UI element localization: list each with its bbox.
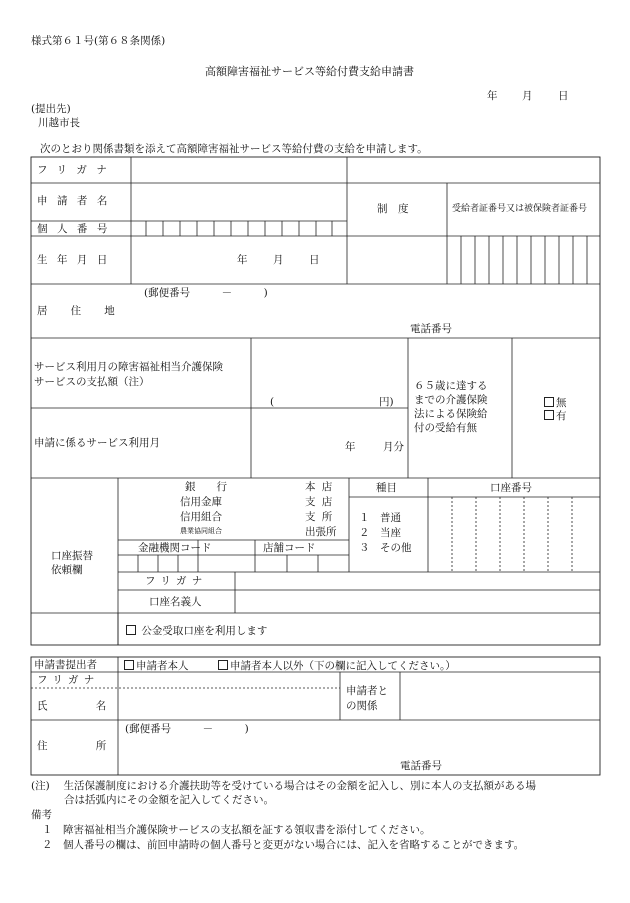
paid-amount-label-1: サービス利用月の障害福祉相当介護保険 — [34, 361, 223, 373]
public-account-option[interactable] — [126, 625, 267, 637]
bank-code-field[interactable] — [119, 556, 197, 571]
age65-none-text: 無 — [556, 397, 567, 409]
branch-shisho: 支所 — [305, 511, 339, 523]
birth-day-label: 日 — [309, 254, 320, 266]
birth-year-label: 年 — [237, 254, 248, 266]
submitter-address-field[interactable] — [119, 737, 597, 757]
bank-section-label-2: 依頼欄 — [51, 564, 83, 576]
submitter-furigana-field[interactable] — [119, 673, 339, 687]
submitter-phone-label: 電話番号 — [400, 760, 442, 772]
remarks-heading: 備考 — [31, 809, 52, 821]
account-number-field[interactable] — [429, 498, 599, 571]
note-1: (注) 生活保護制度における介護扶助等を受けている場合はその金額を記入し、別に本人の支払額がある場 — [31, 780, 537, 792]
account-type-header: 種目 — [376, 482, 397, 494]
paid-amount-open: ( — [270, 396, 275, 408]
remark-2: ２ 個人番号の欄は、前回申請時の個人番号と変更がない場合には、記入を省略することができます。 — [42, 839, 525, 851]
submitter-name-label: 氏名 — [37, 700, 155, 712]
date-month-label: 月 — [522, 90, 533, 102]
relation-label-2: の関係 — [346, 700, 378, 712]
holder-name-field[interactable] — [236, 591, 598, 612]
birthdate-field[interactable] — [132, 237, 346, 283]
note-2: 合は括弧内にその金額を記入してください。 — [64, 794, 274, 806]
furigana-field[interactable] — [132, 158, 346, 182]
age65-yes-text: 有 — [556, 410, 567, 422]
inst-bank: 銀 行 — [185, 481, 227, 493]
age65-yes-checkbox[interactable] — [544, 410, 554, 420]
birthdate-label: 生年月日 — [37, 254, 117, 266]
paid-amount-label-2: サービスの支払額（注） — [34, 376, 150, 388]
age65-option-yes[interactable] — [544, 410, 567, 422]
submitter-postal: (郵便番号 － ) — [125, 723, 249, 735]
submitter-self-checkbox[interactable] — [124, 660, 134, 670]
seido-field[interactable] — [348, 237, 446, 283]
recipient-number-label: 受給者証番号又は被保険者証番号 — [452, 204, 588, 214]
applicant-name-field[interactable] — [132, 184, 346, 220]
form-number: 様式第６１号(第６８条関係) — [31, 35, 166, 47]
holder-furigana-field[interactable] — [236, 573, 598, 589]
mynumber-field[interactable] — [132, 222, 346, 235]
account-type-2[interactable]: ２ 当座 — [359, 527, 401, 539]
age65-label-3: 法による保険給 — [414, 408, 488, 420]
submitter-name-field[interactable] — [119, 689, 339, 719]
age65-none-checkbox[interactable] — [544, 397, 554, 407]
account-type-1[interactable]: １ 普通 — [359, 512, 401, 524]
age65-label-4: 付の受給有無 — [414, 422, 477, 434]
submitter-address-label: 住所 — [37, 740, 155, 752]
bank-name-field[interactable] — [120, 480, 178, 538]
submitter-option-other[interactable] — [218, 660, 456, 672]
seido-label: 制 度 — [377, 203, 409, 215]
form-title: 高額障害福祉サービス等給付費支給申請書 — [205, 65, 414, 78]
address-phone-label: 電話番号 — [410, 323, 452, 335]
branch-shiten: 支店 — [305, 496, 339, 508]
submitter-label: 申請書提出者 — [34, 659, 97, 671]
relation-field[interactable] — [401, 673, 599, 719]
submit-to: 川越市長 — [38, 117, 80, 129]
date-year-label: 年 — [487, 90, 498, 102]
submitter-furigana-label: フリガナ — [37, 674, 100, 686]
inst-shinkumi: 信用組合 — [180, 511, 222, 523]
age65-label-2: までの介護保険 — [414, 394, 488, 406]
holder-furigana-label: フリガナ — [145, 575, 208, 587]
branch-name-field[interactable] — [238, 480, 300, 538]
furigana-label: フリガナ — [37, 164, 117, 176]
birth-month-label: 月 — [273, 254, 284, 266]
service-month-unit: 月分 — [383, 441, 404, 453]
inst-shinkin: 信用金庫 — [180, 496, 222, 508]
paid-amount-yen: 円) — [379, 396, 394, 408]
bank-code-label: 金融機関コード — [138, 542, 212, 554]
public-account-checkbox[interactable] — [126, 625, 136, 635]
address-label: 居住地 — [37, 305, 138, 317]
remark-1: １ 障害福祉相当介護保険サービスの支払額を証する領収書を添付してください。 — [42, 824, 431, 836]
submitter-option-self[interactable] — [124, 660, 189, 672]
recipient-number-field[interactable] — [448, 237, 599, 283]
address-postal: (郵便番号 － ) — [144, 287, 268, 299]
service-month-year: 年 — [345, 441, 356, 453]
inst-nokyo: 農業協同組合 — [180, 527, 222, 535]
submitter-self-text: 申請者本人 — [136, 660, 189, 672]
applicant-name-label: 申請者名 — [37, 195, 117, 207]
submit-to-label: (提出先) — [31, 103, 71, 115]
branch-code-field[interactable] — [256, 556, 348, 571]
branch-honten: 本店 — [305, 481, 339, 493]
age65-option-none[interactable] — [544, 397, 567, 409]
bank-section-label-1: 口座振替 — [51, 550, 93, 562]
branch-code-label: 店舗コード — [263, 542, 316, 554]
submitter-other-text: 申請者本人以外（下の欄に記入してください。） — [230, 660, 456, 672]
paid-amount-field[interactable] — [278, 392, 376, 406]
account-number-header: 口座番号 — [490, 482, 532, 494]
account-type-3[interactable]: ３ その他 — [359, 542, 412, 554]
service-month-label: 申請に係るサービス利用月 — [34, 437, 160, 449]
address-field[interactable] — [132, 300, 598, 320]
relation-label-1: 申請者と — [346, 685, 388, 697]
public-account-text: 公金受取口座を利用します — [141, 625, 268, 637]
service-month-field[interactable] — [252, 410, 407, 476]
submitter-other-checkbox[interactable] — [218, 660, 228, 670]
branch-shucchojo: 出張所 — [305, 526, 337, 538]
holder-name-label: 口座名義人 — [149, 596, 202, 608]
date-day-label: 日 — [558, 90, 569, 102]
intro-text: 次のとおり関係書類を添えて高額障害福祉サービス等給付費の支給を申請します。 — [40, 143, 428, 155]
mynumber-label: 個人番号 — [37, 223, 117, 235]
age65-label-1: ６５歳に達する — [414, 380, 488, 392]
